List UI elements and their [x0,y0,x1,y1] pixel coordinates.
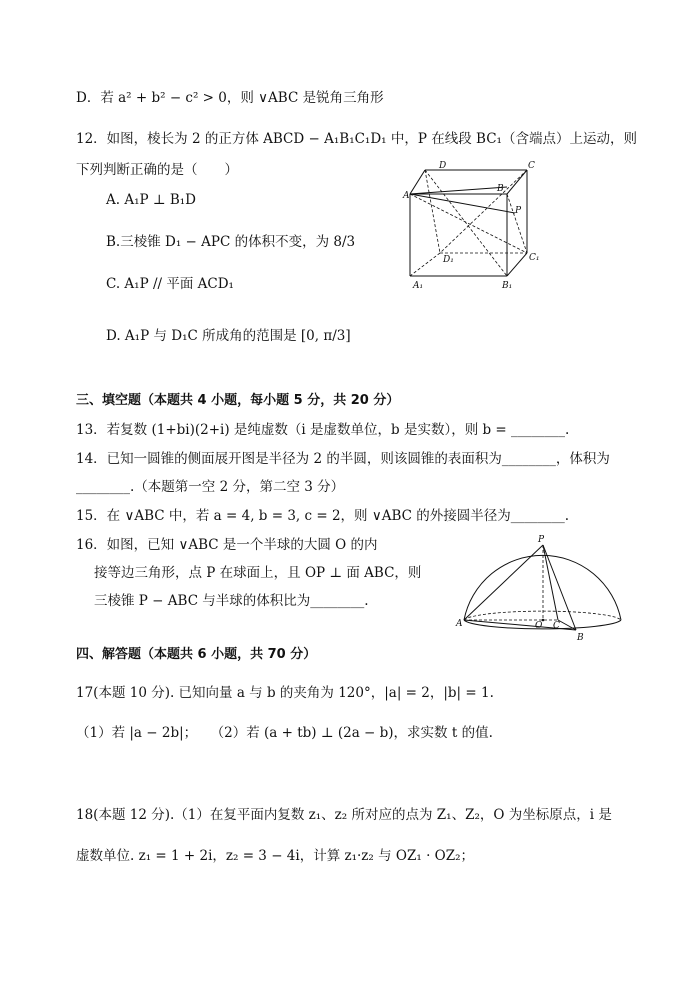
line-q16c: 三棱锥 P − ABC 与半球的体积比为________. [94,593,369,609]
line-q17a: 17(本题 10 分). 已知向量 a 与 b 的夹角为 120°，|a| = 2，|b| = 1. [76,685,494,701]
hemi-label-a: A [456,619,463,629]
line-q12a: 12．如图，棱长为 2 的正方体 ABCD − A₁B₁C₁D₁ 中，P 在线段 BC₁（含端点）上运动，则 [76,131,637,147]
line-q16b: 接等边三角形，点 P 在球面上，且 OP ⊥ 面 ABC，则 [94,565,422,581]
hemi-label-o: O [535,621,543,631]
line-q18a: 18(本题 12 分).（1）在复平面内复数 z₁、z₂ 所对应的点为 Z₁、Z₂，O 为坐标原点，i 是 [76,807,612,823]
option-q12-c: C. A₁P // 平面 ACD₁ [106,276,234,292]
section-4-heading: 四、解答题（本题共 6 小题，共 70 分） [76,647,317,662]
section-3-heading: 三、填空题（本题共 4 小题，每小题 5 分，共 20 分） [76,393,400,408]
cube-label-d1: D₁ [443,255,454,265]
cube-label-c: C [528,161,535,171]
hemi-label-b: B [577,633,584,643]
line-q14a: 14．已知一圆锥的侧面展开图是半径为 2 的半圆，则该圆锥的表面积为________，体积为 [76,451,610,467]
line-q17b: （1）若 |a − 2b|； （2）若 (a + tb) ⊥ (2a − b)，求实数 t 的值. [76,725,493,741]
line-q11d: D．若 a² + b² − c² > 0，则 ∨ABC 是锐角三角形 [76,90,384,106]
hemi-label-p: P [538,535,545,545]
cube-figure [405,158,553,292]
cube-label-b: B [497,184,504,194]
cube-label-d: D [439,161,447,171]
cube-label-b1: B₁ [502,281,513,291]
option-q12-a: A. A₁P ⊥ B₁D [106,192,197,208]
hemi-label-c: C [553,621,560,631]
line-q13: 13．若复数 (1+bi)(2+i) 是纯虚数（i 是虚数单位，b 是实数），则 b = ________. [76,422,570,438]
line-q18b: 虚数单位. z₁ = 1 + 2i，z₂ = 3 − 4i，计算 z₁·z₂ 与 OZ₁ · OZ₂； [76,848,475,864]
line-q16a: 16．如图，已知 ∨ABC 是一个半球的大圆 O 的内 [76,537,378,553]
cube-label-c1: C₁ [529,253,540,263]
cube-label-a1: A₁ [413,281,424,291]
line-q14b: ________.（本题第一空 2 分，第二空 3 分） [76,479,345,495]
option-q12-d: D. A₁P 与 D₁C 所成角的范围是 [0, π/3] [106,328,351,344]
option-q12-b: B.三棱锥 D₁ − APC 的体积不变，为 8/3 [106,234,356,250]
cube-label-a: A [403,191,410,201]
hemisphere-figure [456,532,626,642]
cube-label-p: P [515,206,522,216]
line-q12b: 下列判断正确的是（ ） [76,162,238,178]
line-q15: 15．在 ∨ABC 中，若 a = 4, b = 3, c = 2，则 ∨ABC 的外接圆半径为________. [76,508,570,524]
